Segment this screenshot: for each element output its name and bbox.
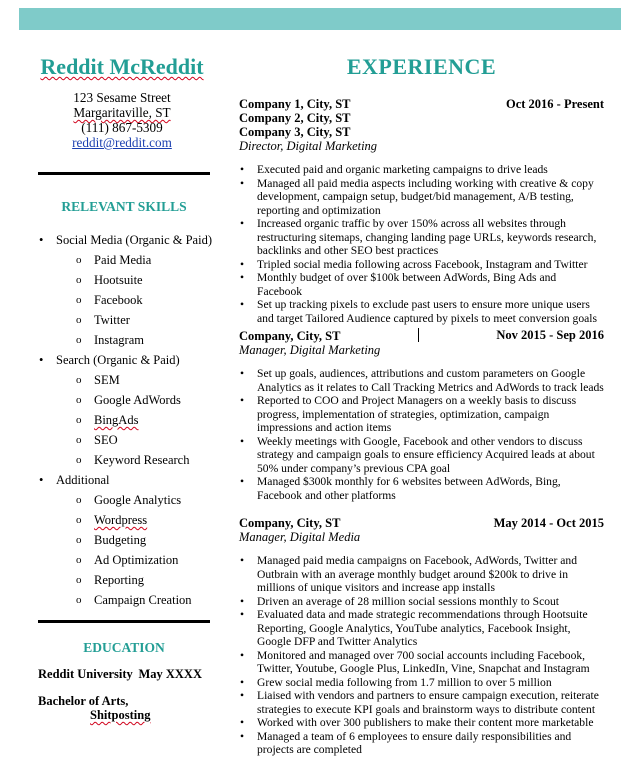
experience-heading: EXPERIENCE (346, 54, 497, 79)
job-bullet: • Managed all paid media aspects including working with creative & copy development, campaign setup, budget/bid management, A/B testing, reporting and optimization (239, 177, 604, 218)
skill-item: o Facebook (56, 290, 212, 310)
job-role: Manager, Digital Media (239, 530, 361, 544)
education-school-row (38, 667, 210, 682)
skills-heading: RELEVANT SKILLS (61, 199, 187, 214)
skill-item: o Keyword Research (56, 450, 212, 470)
job-role: Director, Digital Marketing (239, 139, 378, 153)
skill-category: • Social Media (Organic & Paid) o Paid Media o Hootsuite o Facebook o Twitter o Instagram (38, 230, 212, 350)
skill-item: o Hootsuite (56, 270, 212, 290)
skill-item: o Ad Optimization (56, 550, 212, 570)
job-bullet: • Monitored and managed over 700 social accounts including Facebook, Twitter, Youtube, Google Plus, LinkedIn, Vine, Snapchat and Instagram (239, 649, 604, 676)
phone: (111) 867-5309 (81, 120, 163, 135)
address-line-1: 123 Sesame Street (73, 90, 171, 105)
job-bullet: • Weekly meetings with Google, Facebook and other vendors to discuss strategy and campaign goals to ensure efficiency Acquired leads at about 50% under company’s previous CPA goal (239, 435, 604, 476)
skill-category: • Additional o Google Analytics o Wordpress o Budgeting o Ad Optimization o Reporting o Campaign Creation (38, 470, 212, 610)
job-bullet: • Managed $300k monthly for 6 websites between AdWords, Bing, Facebook and other platforms (239, 475, 604, 502)
skill-item: o SEM (56, 370, 212, 390)
job-bullet: • Evaluated data and made strategic recommendations through Hootsuite Reporting, Google Analytics, YouTube analytics, Facebook Insight, Google DFP and Twitter Analytics (239, 608, 604, 649)
skill-item: o Paid Media (56, 250, 212, 270)
job-bullet: • Managed paid media campaigns on Facebook, AdWords, Twitter and Outbrain with an average monthly budget around $200k to drive in millions of unique visitors and increase app installs (239, 554, 604, 595)
job-bullet: • Driven an average of 28 million social sessions monthly to Scout (239, 595, 604, 609)
job-dates: May 2014 - Oct 2015 (493, 516, 604, 530)
job-bullet: • Liaised with vendors and partners to ensure campaign execution, reiterate strategies to execute KPI goals and brainstorm ways to distribute content (239, 689, 604, 716)
job-bullets (239, 554, 604, 757)
job-entry (239, 328, 604, 502)
job-bullet: • Grew social media following from 1.7 million to over 5 million (239, 676, 604, 690)
divider (38, 620, 210, 623)
job-bullet: • Increased organic traffic by over 150% across all websites through restructuring sitemaps, changing landing page URLs, keywords research, backlinks and other SEO best practices (239, 217, 604, 258)
contact-block (24, 90, 220, 150)
skills-list (38, 230, 212, 610)
divider (38, 172, 210, 175)
university: Reddit University (38, 667, 133, 681)
job-header (239, 328, 604, 343)
company: Company, City, ST (239, 328, 419, 343)
skill-item: o Google AdWords (56, 390, 212, 410)
company: Company, City, ST (239, 516, 341, 530)
job-bullet: • Set up goals, audiences, attributions and custom parameters on Google Analytics as it relates to Call Tracking Metrics and AdWords to track leads (239, 367, 604, 394)
skill-item: o Budgeting (56, 530, 212, 550)
degree: Bachelor of Arts, (38, 694, 129, 708)
job-role: Manager, Digital Marketing (239, 343, 381, 357)
text-cursor (418, 328, 419, 342)
header-color-bar (19, 8, 621, 30)
email-link[interactable]: reddit@reddit.com (72, 135, 172, 150)
graduation-date: May XXXX (138, 667, 202, 681)
job-bullets (239, 367, 604, 502)
candidate-name: Reddit McReddit (40, 54, 204, 79)
job-dates: Nov 2015 - Sep 2016 (496, 328, 604, 342)
job-bullet: • Reported to COO and Project Managers on a weekly basis to discuss progress, implementation of strategies, optimization, campaign impressions and action items (239, 394, 604, 435)
job-bullets (239, 163, 604, 325)
skill-item: o Campaign Creation (56, 590, 212, 610)
job-bullet: • Tripled social media following across Facebook, Instagram and Twitter (239, 258, 604, 272)
job-bullet: • Executed paid and organic marketing campaigns to drive leads (239, 163, 604, 177)
job-entry (239, 516, 604, 757)
job-bullet: • Managed a team of 6 employees to ensure daily responsibilities and projects are completed (239, 730, 604, 757)
skill-item: o Wordpress (56, 510, 212, 530)
skill-item: o Reporting (56, 570, 212, 590)
skill-item: o SEO (56, 430, 212, 450)
left-column (24, 50, 220, 150)
job-dates: Oct 2016 - Present (505, 97, 604, 111)
job-header (239, 516, 604, 530)
company: Company 1, City, ST (239, 97, 351, 111)
skill-item: o Google Analytics (56, 490, 212, 510)
job-bullet: • Worked with over 300 publishers to make their content more marketable (239, 716, 604, 730)
job-bullet: • Monthly budget of over $100k between AdWords, Bing Ads and Facebook (239, 271, 604, 298)
job-header (239, 97, 604, 111)
address-line-2: Margaritaville, ST (73, 105, 171, 120)
company: Company 3, City, ST (239, 125, 351, 139)
education-heading: EDUCATION (83, 640, 165, 655)
job-bullet: • Set up tracking pixels to exclude past users to ensure more unique users and target Tailored Audience captured by pixels to meet conversion goals (239, 298, 604, 325)
skill-item: o Instagram (56, 330, 212, 350)
company: Company 2, City, ST (239, 111, 351, 125)
skill-item: o BingAds (56, 410, 212, 430)
job-entry (239, 97, 604, 325)
major: Shitposting (90, 708, 151, 722)
skill-category: • Search (Organic & Paid) o SEM o Google AdWords o BingAds o SEO o Keyword Research (38, 350, 212, 470)
skill-item: o Twitter (56, 310, 212, 330)
